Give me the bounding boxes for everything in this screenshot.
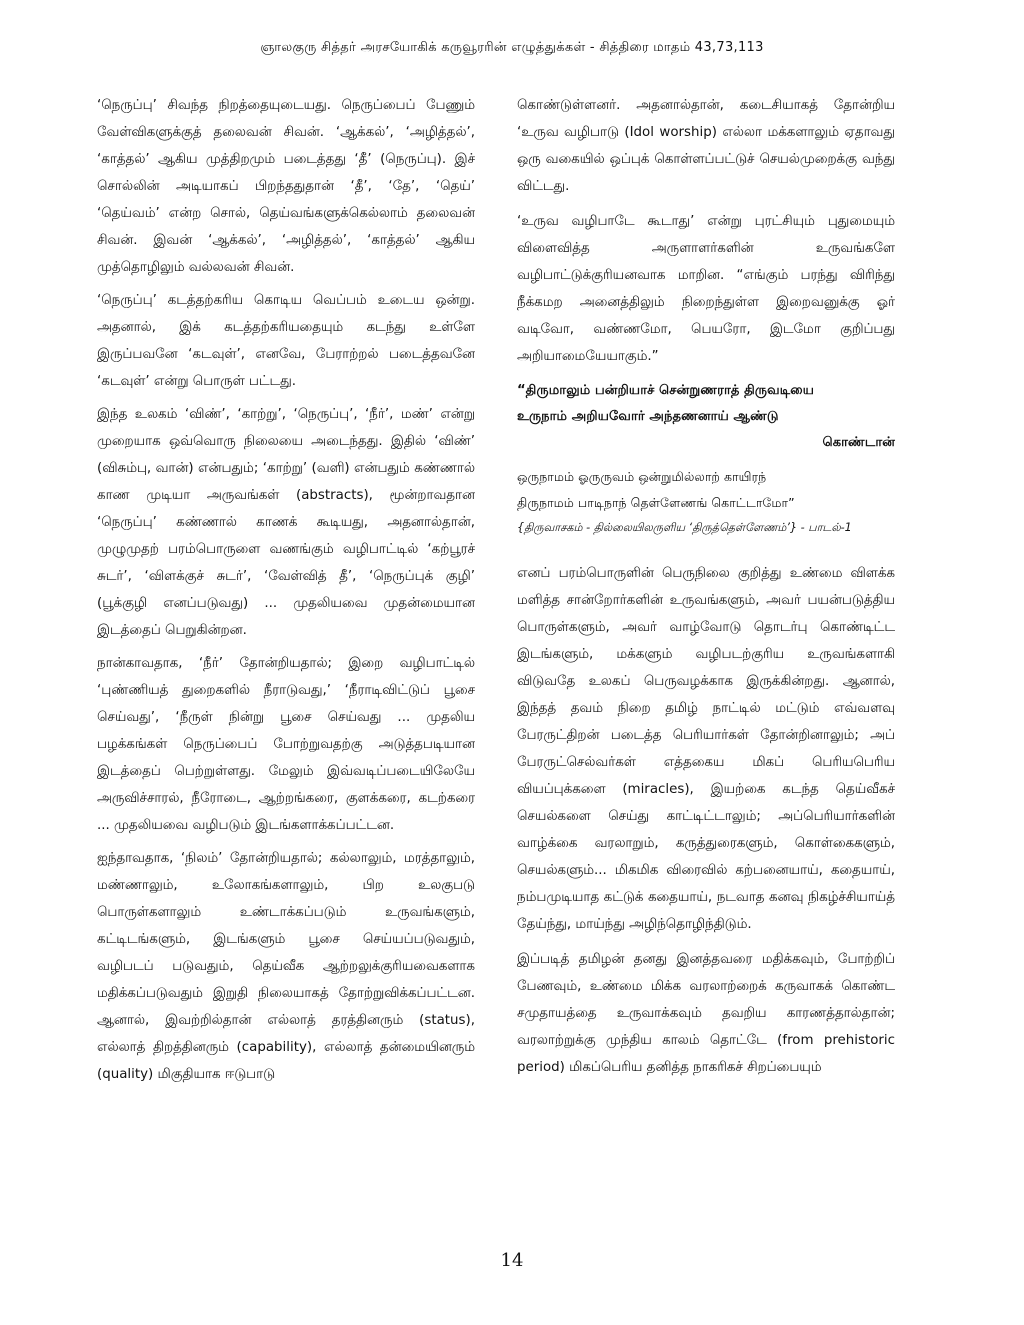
paragraph: ‘நெருப்பு’ கடத்தற்கரிய கொடிய வெப்பம் உடைய ஒன்று. அதனால், இக் கடத்தற்கரியதையும் கடந்து உள்ளே இருப்பவனே ‘கடவுள்’, எனவே, பேராற்றல் படைத்தவனே ‘கடவுள்’ என்று பொருள் பட்டது. [97, 293, 475, 389]
paragraph: இப்படித் தமிழன் தனது இனத்தவரை மதிக்கவும், போற்றிப் பேணவும், உண்மை மிக்க வரலாற்றைக் கருவாகக் கொண்ட சமுதாயத்தை உருவாக்கவும் தவறிய காரணத்தால்தான்; வரலாற்றுக்கு முந்திய காலம் தொட்டே (from prehistoric period) மிகப்பெரிய தனித்த நாகரிகச் சிறப்பையும் [517, 952, 895, 1075]
running-header: ஞாலகுரு சித்தர் அரசயோகிக் கருவூரரின் எழுத்துக்கள் - சித்திரை மாதம் 43,73,113 [260, 40, 764, 55]
right-column [517, 92, 895, 1087]
poem-line: திருநாமம் பாடிநாந் தெள்ளேணங் கொட்டாமோ” [517, 495, 795, 510]
poem-line: “திருமாலும் பன்றியாச் சென்றுணராத் திருவடியை [517, 383, 814, 398]
poem-line: உருநாம் அறியவோர் அந்தணனாய் ஆண்டு [517, 409, 779, 424]
poem-quote [517, 378, 895, 538]
paragraph: நான்காவதாக, ‘நீர்’ தோன்றியதால்; இறை வழிபாட்டில் ‘புண்ணியத் துறைகளில் நீராடுவது,’ ‘நீராடிவிட்டுப் பூசை செய்வது’, ‘நீருள் நின்று பூசை செய்வது ... முதலிய பழக்கங்கள் நெருப்பைப் போற்றுவதற்கு அடுத்தபடியான இடத்தைப் பெற்றுள்ளது. மேலும் இவ்வடிப்படையிலேயே அருவிச்சாரல், நீரோடை, ஆற்றங்கரை, குளக்கரை, கடற்கரை ... முதலியவை வழிபடும் இடங்களாக்கப்பட்டன. [97, 656, 475, 833]
paragraph: இந்த உலகம் ‘விண்’, ‘காற்று’, ‘நெருப்பு’, ‘நீர்’, மண்’ என்று முறையாக ஒவ்வொரு நிலையை அடைந்தது. இதில் ‘விண்’ (விசும்பு, வான்) என்பதும்; ‘காற்று’ (வளி) என்பதும் கண்ணால் காண முடியா அருவங்கள் (abstracts), மூன்றாவதான ‘நெருப்பு’ கண்ணால் காணக் கூடியது, அதனால்தான், முழுமுதற் பரம்பொருளை வணங்கும் வழிபாட்டில் ‘கற்பூரச் சுடர்’, ‘விளக்குச் சுடர்’, ‘வேள்வித் தீ’, ‘நெருப்புக் குழி’ (பூக்குழி எனப்படுவது) ... முதலியவை முதன்மையான இடத்தைப் பெறுகின்றன. [97, 407, 475, 638]
paragraph: ‘நெருப்பு’ சிவந்த நிறத்தையுடையது. நெருப்பைப் பேணும் வேள்விகளுக்குத் தலைவன் சிவன். ‘ஆக்கல்’, ‘அழித்தல்’, ‘காத்தல்’ ஆகிய முத்திறமும் படைத்தது ‘தீ’ (நெருப்பு). இச் சொல்லின் அடியாகப் பிறந்ததுதான் ‘தீ’, ‘தே’, ‘தெய்’ ‘தெய்வம்’ என்ற சொல், தெய்வங்களுக்கெல்லாம் தலைவன் சிவன். இவன் ‘ஆக்கல்’, ‘அழித்தல்’, ‘காத்தல்’ ஆகிய முத்தொழிலும் வல்லவன் சிவன். [97, 98, 475, 275]
paragraph: எனப் பரம்பொருளின் பெருநிலை குறித்து உண்மை விளக்க மளித்த சான்றோர்களின் உருவங்களும், அவர் பயன்படுத்திய பொருள்களும், அவர் வாழ்வோடு தொடர்பு கொண்டிட்ட இடங்களும், மக்களும் வழிபடற்குரிய உருவங்களாகி விடுவதே உலகப் பெருவழக்காக இருக்கின்றது. ஆனால், இந்தத் தவம் நிறை தமிழ் நாட்டில் மட்டும் எவ்வளவு பேரருட்திறன் படைத்த பெரியார்கள் தோன்றினாலும்; அப் பேரருட்செல்வர்கள் எத்தகைய மிகப் பெரியபெரிய வியப்புக்களை (miracles), இயற்கை கடந்த தெய்வீகச் செயல்களை செய்து காட்டிட்டாலும்; அப்பெரியார்களின் வாழ்க்கை வரலாறும், கருத்துரைகளும், கொள்கைகளும், செயல்களும்... மிகமிக விரைவில் கற்பனையாய், கதையாய், நம்பமுடியாத கட்டுக் கதையாய், நடவாத கனவு நிகழ்ச்சியாய்த் தேய்ந்து, மாய்ந்து அழிந்தொழிந்திடும். [517, 566, 895, 932]
poem-line: ஒருநாமம் ஓருருவம் ஒன்றுமில்லாற் காயிரந் [517, 469, 767, 484]
poem-line: கொண்டான் [822, 435, 895, 450]
paragraph: கொண்டுள்ளனர். அதனால்தான், கடைசியாகத் தோன்றிய ‘உருவ வழிபாடு (Idol worship) எல்லா மக்களாலும் ஏதாவது ஒரு வகையில் ஒப்புக் கொள்ளப்பட்டுச் செயல்முறைக்கு வந்து விட்டது. [517, 98, 895, 194]
paragraph: ஐந்தாவதாக, ‘நிலம்’ தோன்றியதால்; கல்லாலும், மரத்தாலும், மண்ணாலும், உலோகங்களாலும், பிற உலகுபடு பொருள்களாலும் உண்டாக்கப்படும் உருவங்களும், கட்டிடங்களும், இடங்களும் பூசை செய்யப்படுவதும், வழிபடப் படுவதும், தெய்வீக ஆற்றலுக்குரியவைகளாக மதிக்கப்படுவதும் இறுதி நிலையாகத் தோற்றுவிக்கப்பட்டன. ஆனால், இவற்றில்தான் எல்லாத் தரத்தினரும் (status), எல்லாத் திறத்தினரும் (capability), எல்லாத் தன்மையினரும் (quality) மிகுதியாக ஈடுபாடு [97, 851, 475, 1082]
poem-citation: {திருவாசகம் - தில்லையிலருளிய ‘திருத்தெள்ளேணம்’} - பாடல்-1 [517, 521, 852, 534]
paragraph: ‘உருவ வழிபாடே கூடாது’ என்று புரட்சியும் புதுமையும் விளைவித்த அருளாளர்களின் உருவங்களே வழிபாட்டுக்குரியனவாக மாறின. “எங்கும் பரந்து விரிந்து நீக்கமற அனைத்திலும் நிறைந்துள்ள இறைவனுக்கு ஓர் வடிவோ, வண்ணமோ, பெயரோ, இடமோ குறிப்பது அறியாமையேயாகும்.” [517, 214, 895, 364]
page-number: 14 [500, 1250, 524, 1271]
left-column [97, 92, 475, 1094]
